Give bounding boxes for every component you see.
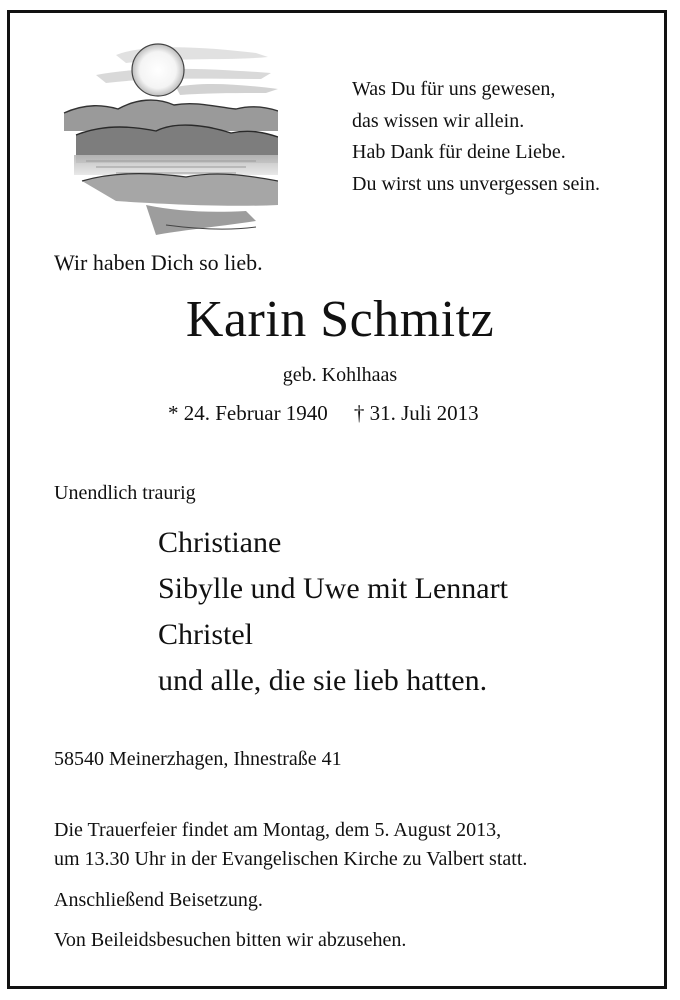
poem — [352, 74, 600, 200]
birth-date: * 24. Februar 1940 — [168, 401, 328, 425]
burial-note: Anschließend Beisetzung. — [54, 889, 263, 911]
service-info — [54, 816, 527, 874]
service-line: um 13.30 Uhr in der Evangelischen Kirche zu Valbert statt. — [54, 848, 528, 870]
life-dates — [168, 398, 479, 428]
mourners-intro: Unendlich traurig — [54, 482, 196, 504]
moon-over-mountains-illustration — [56, 35, 278, 240]
mourner-name: Christiane — [158, 526, 282, 559]
poem-line: Was Du für uns gewesen, — [352, 78, 556, 100]
poem-line: Hab Dank für deine Liebe. — [352, 141, 566, 163]
mourner-name: und alle, die sie lieb hatten. — [158, 664, 488, 697]
mourner-name: Christel — [158, 618, 253, 651]
condolence-note: Von Beileidsbesuchen bitten wir abzusehen. — [54, 929, 407, 951]
intro-line: Wir haben Dich so lieb. — [54, 250, 263, 275]
deceased-name: Karin Schmitz — [185, 291, 495, 348]
mourner-name: Sibylle und Uwe mit Lennart — [158, 572, 508, 605]
maiden-name: geb. Kohlhaas — [282, 364, 398, 386]
poem-line: das wissen wir allein. — [352, 109, 525, 132]
mourners-list — [158, 520, 508, 704]
service-line: Die Trauerfeier findet am Montag, dem 5. August 2013, — [54, 819, 502, 841]
poem-line: Du wirst uns unvergessen sein. — [352, 172, 600, 195]
death-date: † 31. Juli 2013 — [353, 401, 479, 425]
address: 58540 Meinerzhagen, Ihnestraße 41 — [54, 748, 342, 770]
